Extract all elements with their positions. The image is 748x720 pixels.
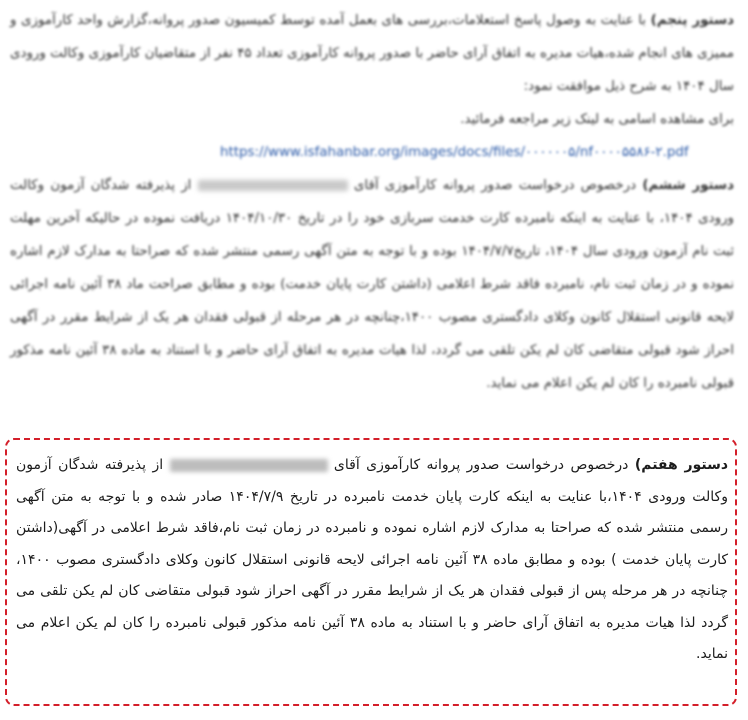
item-six-text-before: درخصوص درخواست صدور پروانه کارآموزی آقای [353, 178, 637, 193]
document-link[interactable]: https://www.isfahanbar.org/images/docs/files/۰۰۰۰۰۰۵/nf۰۰۰۰۵۵۸۶-۲.pdf [220, 145, 689, 160]
item-seven-paragraph [16, 450, 728, 671]
blurred-previous-items [10, 4, 734, 400]
item-five-paragraph [10, 4, 734, 103]
item-six-text-after: از پذیرفته شدگان آزمون وکالت ورودی ۱۴۰۴، با عنایت به اینکه نامبرده کارت خدمت سربازی خود را در تاریخ ۱۴۰۴/۱۰/۳۰ دریافت نموده در حالیکه آخرین مهلت ثبت نام آزمون ورودی سال ۱۴۰۴، تاریخ۱۴۰۴/۷/۷ بوده و با توجه به متن آگهی رسمی منتشر شده که صراحتا به مدارک لازم اشاره نموده و در زمان ثبت نام، نامبرده فاقد شرط اعلامی (داشتن کارت پایان خدمت) بوده و مطابق صراحت ماد ۳۸ آئین نامه اجرائی لایحه قانونی استقلال کانون وکلای دادگستری مصوب ۱۴۰۰،چنانچه در هر مرحله از قبولی فقدان هر یک از شرایط مقرر در آگهی احراز شود قبولی متقاضی کان لم یکن تلقی می گردد، لذا هیات مدیره به اتفاق آرای حاضر و با استناد به ماده ۳۸ آئین نامه مذکور قبولی نامبرده را کان لم یکن اعلام می نماید. [10, 178, 735, 391]
item-six-label: دستور ششم) [642, 178, 734, 193]
item-seven-text-before: درخصوص درخواست صدور پروانه کارآموزی آقای [333, 457, 629, 473]
item-five-label: دستور پنجم) [650, 13, 735, 28]
link-instruction: برای مشاهده اسامی به لینک زیر مراجعه فرمائید. [460, 112, 734, 127]
item-seven-label: دستور هفتم) [634, 457, 729, 473]
item-five-text: با عنایت به وصول پاسخ استعلامات،بررسی های بعمل آمده توسط کمیسیون صدور پروانه،گزارش واحد کارآموزی و ممیزی های انجام شده،هیات مدیره به اتفاق آرای حاضر با صدور پروانه کارآموزی تعداد ۴۵ نفر از متقاضیان کارآموزی وکالت ورودی سال ۱۴۰۴ به شرح ذیل موافقت نمود: [10, 13, 734, 94]
item-seven-text-after: از پذیرفته شدگان آزمون وکالت ورودی ۱۴۰۴،با عنایت به اینکه کارت پایان خدمت نامبرده در تاریخ ۱۴۰۴/۷/۹ صادر شده و با توجه به متن آگهی رسمی منتشر شده که صراحتا به مدارک لازم اشاره نموده و نامبرده در زمان ثبت نام،فاقد شرط اعلامی در آگهی(داشتن کارت پایان خدمت ) بوده و مطابق ماده ۳۸ آئین نامه اجرائی لایحه قانونی استقلال کانون وکلای دادگستری مصوب ۱۴۰۰، چنانچه در هر مرحله پس از قبولی فقدان هر یک از شرایط مقرر در آگهی احراز شود قبولی متقاضی کان لم یکن تلقی می گردد لذا هیات مدیره به اتفاق آرای حاضر و با استناد به ماده ۳۸ آئین نامه مذکور قبولی نامبرده را کان لم یکن اعلام می نماید. [16, 457, 728, 662]
redacted-name-block [170, 459, 328, 472]
redacted-name-block [198, 180, 348, 191]
item-six-paragraph [10, 169, 734, 400]
